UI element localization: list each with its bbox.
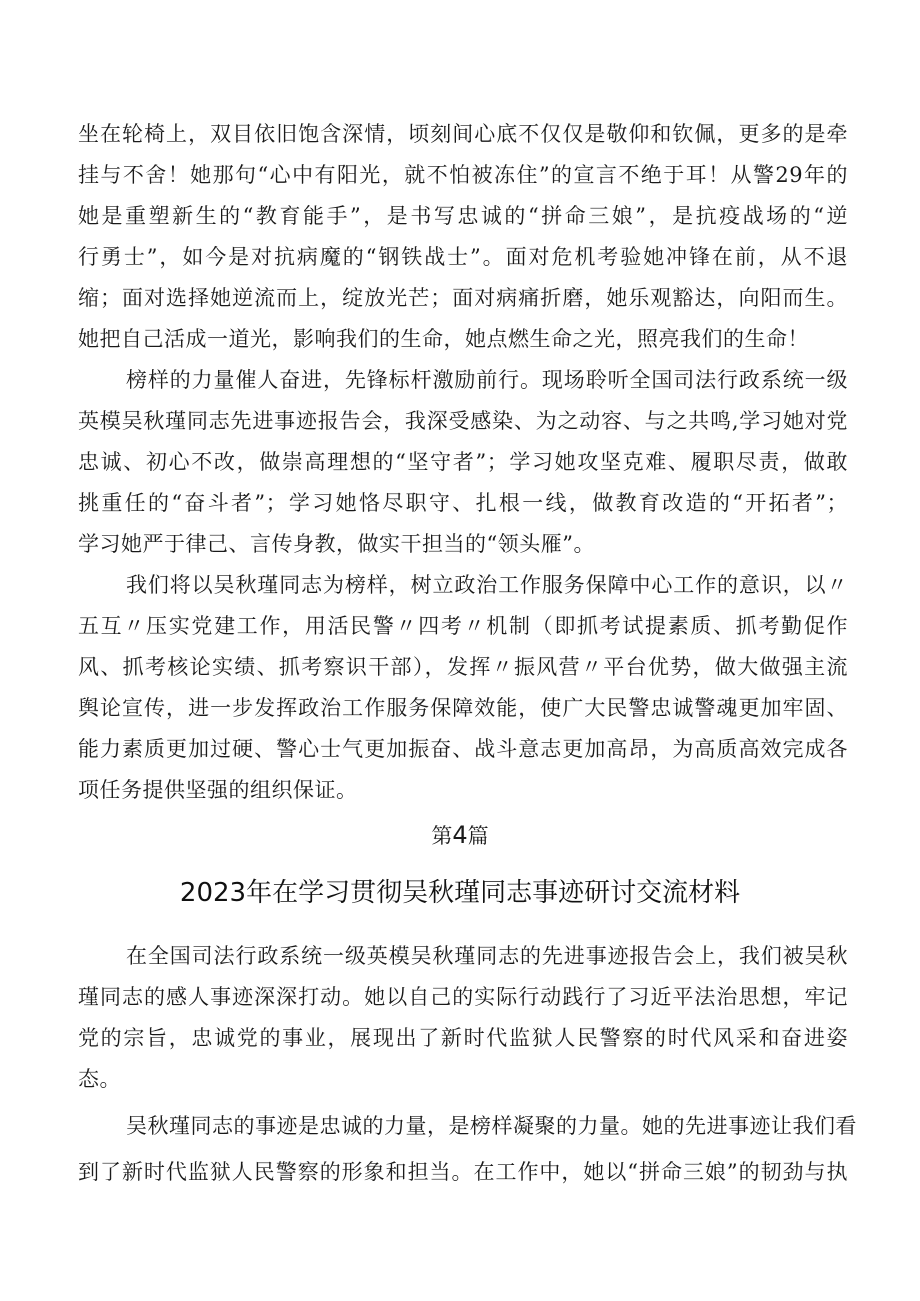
paragraph-last (78, 1103, 857, 1195)
text-line: 瑾同志的感人事迹深深打动。她以自己的实际行动践行了习近平法治思想，牢记 (78, 985, 848, 1009)
text-line: 她是重塑新生的“教育能手”，是书写忠诚的“拼命三娘”，是抗疫战场的“逆 (78, 204, 848, 228)
paragraph-2 (78, 360, 848, 565)
section-number: 4 (452, 821, 468, 849)
text-line: 坐在轮椅上，双目依旧饱含深情，顷刻间心底不仅仅是敬仰和钦佩，更多的是牵 (78, 122, 848, 146)
section-prefix: 第 (431, 824, 453, 848)
text-line: 态。 (78, 1067, 121, 1091)
section-suffix: 篇 (467, 824, 489, 848)
text-line: 挑重任的“奋斗者”；学习她恪尽职守、扎根一线，做教育改造的“开拓者”； (78, 491, 848, 515)
text-line: 到了新时代监狱人民警察的形象和担当。在工作中，她以“拼命三娘”的韧劲与执 (78, 1160, 848, 1184)
paragraph-3 (78, 565, 848, 811)
section-heading (0, 820, 920, 850)
paragraph-intro (78, 936, 848, 1100)
text-line: 风、抓考核论实绩、抓考察识干部），发挥〃振风营〃平台优势，做大做强主流 (78, 655, 848, 679)
text-line: 在全国司法行政系统一级英模吴秋瑾同志的先进事迹报告会上，我们被吴秋 (126, 944, 848, 968)
text-line: 榜样的力量催人奋进，先锋标杆激励前行。现场聆听全国司法行政系统一级 (126, 368, 848, 392)
text-line: 项任务提供坚强的组织保证。 (78, 778, 358, 802)
text-line: 五互〃压实党建工作，用活民警〃四考〃机制（即抓考试提素质、抓考勤促作 (78, 614, 848, 638)
document-body (78, 114, 848, 811)
text-line: 学习她严于律己、言传身教，做实干担当的“领头雁”。 (78, 532, 595, 556)
text-line: 我们将以吴秋瑾同志为榜样，树立政治工作服务保障中心工作的意识，以〃 (126, 573, 848, 597)
text-line: 能力素质更加过硬、警心士气更加振奋、战斗意志更加高昂，为高质高效完成各 (78, 737, 848, 761)
text-line: 挂与不舍！她那句“心中有阳光，就不怕被冻住”的宣言不绝于耳！从警29年的 (78, 163, 848, 187)
document-title: 2023年在学习贯彻吴秋瑾同志事迹研讨交流材料 (179, 878, 741, 908)
text-line: 英模吴秋瑾同志先进事迹报告会，我深受感染、为之动容、与之共鸣,学习她对党 (78, 409, 848, 433)
text-line: 她把自己活成一道光，影响我们的生命，她点燃生命之光，照亮我们的生命！ (78, 327, 809, 351)
text-line: 舆论宣传，进一步发挥政治工作服务保障效能，使广大民警忠诚警魂更加牢固、 (78, 696, 848, 720)
text-line: 党的宗旨，忠诚党的事业，展现出了新时代监狱人民警察的时代风采和奋进姿 (78, 1026, 848, 1050)
paragraph-1 (78, 114, 848, 360)
text-line: 吴秋瑾同志的事迹是忠诚的力量，是榜样凝聚的力量。她的先进事迹让我们看 (126, 1114, 857, 1138)
text-line: 缩；面对选择她逆流而上，绽放光芒；面对病痛折磨，她乐观豁达，向阳而生。 (78, 286, 848, 310)
text-line: 行勇士”，如今是对抗病魔的“钢铁战士”。面对危机考验她冲锋在前，从不退 (78, 245, 848, 269)
text-line: 忠诚、初心不改，做崇高理想的“坚守者”；学习她攻坚克难、履职尽责，做敢 (78, 450, 848, 474)
